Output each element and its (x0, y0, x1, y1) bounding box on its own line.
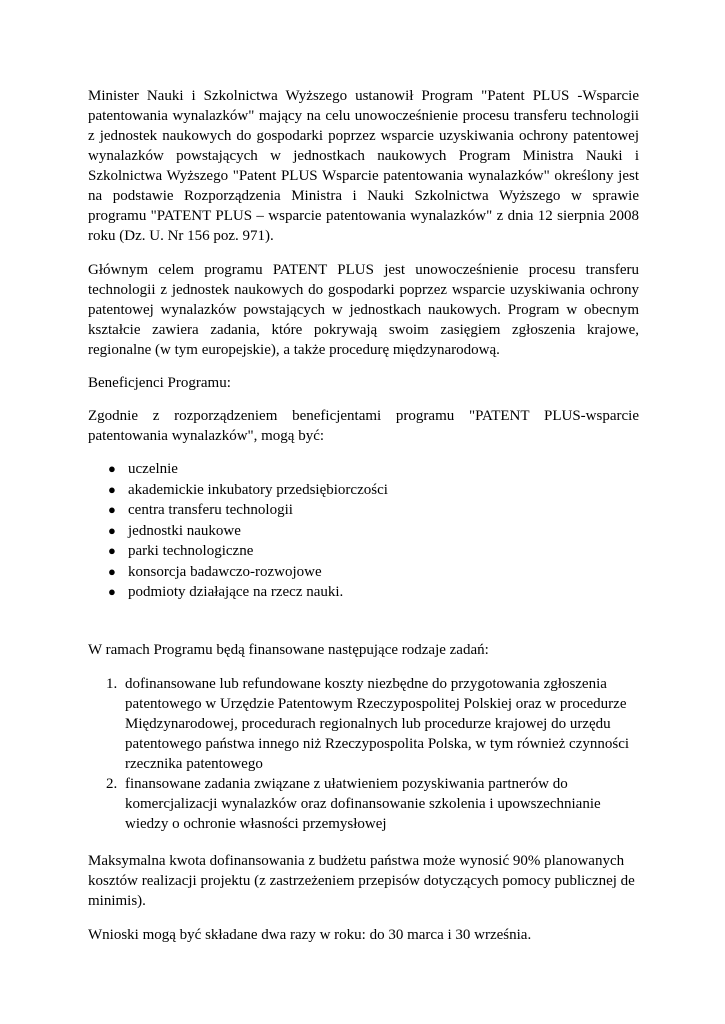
list-item (88, 541, 639, 562)
document-page (88, 86, 639, 945)
list-item (88, 480, 639, 501)
list-item-text: uczelnie (128, 461, 178, 477)
list-item-text: finansowane zadania związane z ułatwieniem pozyskiwania partnerów do komercjalizacji wynalazków oraz dofinansowanie szkolenia i upowszechnianie wiedzy o ochronie własności przemysłowej (125, 775, 601, 832)
list-item-text: akademickie inkubatory przedsiębiorczości (128, 481, 388, 498)
list-item-text: centra transferu technologii (128, 502, 293, 518)
tasks-intro: W ramach Programu będą finansowane następujące rodzaje zadań: (88, 641, 489, 658)
list-item (88, 459, 639, 480)
list-item-text: dofinansowane lub refundowane koszty niezbędne do przygotowania zgłoszenia patentowego w Urzędzie Patentowym Rzeczypospolitej Polskiej oraz w procedurze Międzynarodowej, procedurach regionalnych lub procedurze krajowej do urzędu patentowego państwa innego niż Rzeczypospolita Polska, w tym również czynności rzecznika patentowego (125, 675, 630, 772)
bullet-icon: ● (108, 563, 116, 579)
list-item-text: jednostki naukowe (128, 522, 241, 539)
list-item (88, 521, 639, 542)
tasks-list (88, 674, 639, 834)
beneficiaries-heading: Beneficjenci Programu: (88, 375, 231, 391)
list-item-text: konsorcja badawczo-rozwojowe (128, 563, 322, 580)
bullet-icon: ● (108, 522, 116, 538)
list-item (88, 562, 639, 583)
list-item (88, 774, 639, 834)
intro-paragraph: Minister Nauki i Szkolnictwa Wyższego ustanowił Program "Patent PLUS -Wsparcie patentowania wynalazków" mający na celu unowocześnienie procesu transferu technologii z jednostek naukowych do gospodarki poprzez wsparcie uzyskiwania ochrony patentowej wynalazków powstających w jednostkach naukowych Program Ministra Nauki i Szkolnictwa Wyższego "Patent PLUS Wsparcie patentowania wynalazków" określony jest na podstawie Rozporządzenia Ministra i Nauki Szkolnictwa Wyższego w sprawie programu "PATENT PLUS – wsparcie patentowania wynalazków" z dnia 12 sierpnia 2008 roku (Dz. U. Nr 156 poz. 971). (88, 88, 639, 244)
bullet-icon: ● (108, 481, 116, 497)
list-number: 1. (106, 675, 118, 692)
beneficiaries-intro: Zgodnie z rozporządzeniem beneficjentami programu "PATENT PLUS-wsparcie patentowania wynalazków", mogą być: (88, 408, 639, 444)
beneficiaries-list (88, 459, 639, 603)
list-item (88, 582, 639, 603)
deadline-paragraph: Wnioski mogą być składane dwa razy w roku: do 30 marca i 30 września. (88, 926, 532, 943)
goal-paragraph: Głównym celem programu PATENT PLUS jest unowocześnienie procesu transferu technologii z jednostek naukowych do gospodarki poprzez wsparcie uzyskiwania ochrony patentowej wynalazków powstających w jednostkach naukowych. Program w obecnym kształcie zawiera zadania, które pokrywają swoim zasięgiem zgłoszenia krajowe, regionalne (w tym europejskie), a także procedurę międzynarodową. (88, 262, 639, 358)
list-item-text: parki technologiczne (128, 543, 254, 559)
list-item (88, 674, 639, 774)
list-item-text: podmioty działające na rzecz nauki. (128, 584, 344, 600)
funding-paragraph: Maksymalna kwota dofinansowania z budżetu państwa może wynosić 90% planowanych kosztów realizacji projektu (z zastrzeżeniem przepisów dotyczących pomocy publicznej de minimis). (88, 852, 635, 909)
bullet-icon: ● (108, 584, 116, 599)
bullet-icon: ● (108, 543, 116, 558)
bullet-icon: ● (108, 461, 116, 476)
bullet-icon: ● (108, 502, 116, 517)
list-item (88, 500, 639, 521)
list-number: 2. (106, 775, 118, 792)
